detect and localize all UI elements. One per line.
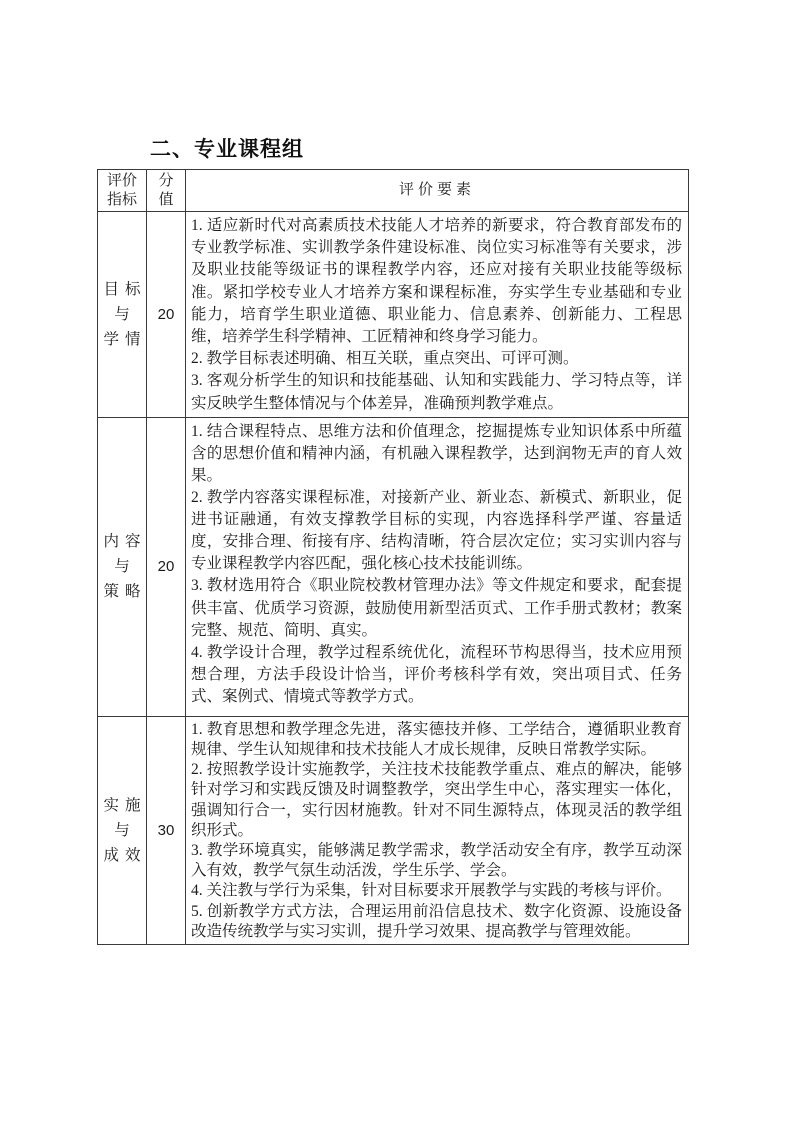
- table-row-content-and-strategy: [98, 417, 689, 716]
- header-score: 分值: [147, 170, 186, 212]
- indicator-content-and-strategy: [98, 417, 147, 716]
- evaluation-table: [97, 169, 689, 945]
- indicator-line: 目标: [103, 280, 147, 298]
- criterion-item: 5. 创新教学方式方法，合理运用前沿信息技术、数字化资源、设施设备改造传统教学与实习实训，提升学习效果、提高教学与管理效能。: [191, 902, 682, 940]
- indicator-line: 与: [114, 305, 136, 323]
- criterion-item: 1. 适应新时代对高素质技术技能人才培养的新要求，符合教育部发布的专业教学标准、实训教学条件建设标准、岗位实习标准等有关要求，涉及职业技能等级证书的课程教学内容，还应对接有关职业技能等级标准。紧扣学校专业人才培养方案和课程标准，夯实学生专业基础和专业能力，培育学生职业道德、职业能力、信息素养、创新能力、工程思维，培养学生科学精神、工匠精神和终身学习能力。: [191, 217, 682, 346]
- indicator-line: 实施: [103, 796, 147, 814]
- criterion-item: 1. 结合课程特点、思维方法和价值理念，挖掘提炼专业知识体系中所蕴含的思想价值和精神内涵，有机融入课程教学，达到润物无声的育人效果。: [191, 422, 682, 485]
- indicator-line: 内容: [103, 533, 147, 551]
- indicator-line: 与: [114, 558, 136, 576]
- criterion-item: 4. 关注教与学行为采集，针对目标要求开展教学与实践的考核与评价。: [191, 882, 672, 900]
- indicator-line: 策略: [103, 583, 147, 601]
- table-row-implementation-and-outcomes: [98, 716, 689, 944]
- indicator-line: 学情: [103, 330, 147, 348]
- indicator-line: 与: [114, 821, 136, 839]
- indicator-goals-and-learners: [98, 212, 147, 418]
- score-implementation-and-outcomes: 30: [147, 716, 186, 944]
- elements-content-and-strategy: [186, 417, 689, 716]
- criterion-item: 3. 教材选用符合《职业院校教材管理办法》等文件规定和要求，配套提供丰富、优质学习资源，鼓励使用新型活页式、工作手册式教材；教案完整、规范、简明、真实。: [191, 577, 682, 639]
- indicator-implementation-and-outcomes: [98, 716, 147, 944]
- table-header-row: [98, 170, 689, 212]
- section-title: 二、专业课程组: [150, 138, 304, 161]
- criterion-item: 3. 客观分析学生的知识和技能基础、认知和实践能力、学习特点等，详实反映学生整体情况与个体差异，准确预判教学难点。: [191, 372, 682, 412]
- criterion-item: 4. 教学设计合理，教学过程系统优化，流程环节构思得当，技术应用预想合理，方法手段设计恰当，评价考核科学有效，突出项目式、任务式、案例式、情境式等教学方式。: [191, 643, 682, 705]
- table-row-goals-and-learners: [98, 212, 689, 418]
- indicator-line: 成效: [103, 846, 147, 864]
- header-elements: 评价要素: [186, 170, 689, 212]
- score-content-and-strategy: 20: [147, 417, 186, 716]
- elements-goals-and-learners: [186, 212, 689, 418]
- criterion-item: 1. 教育思想和教学理念先进，落实德技并修、工学结合，遵循职业教育规律、学生认知规律和技术技能人才成长规律，反映日常教学实际。: [191, 720, 682, 759]
- criterion-item: 2. 教学目标表述明确、相互关联，重点突出、可评可测。: [191, 350, 579, 368]
- criterion-item: 2. 按照教学设计实施教学，关注技术技能教学重点、难点的解决，能够针对学习和实践反馈及时调整教学，突出学生中心，落实理实一体化，强调知行合一，实行因材施教。针对不同生源特点，体现灵活的教学组织形式。: [191, 761, 682, 839]
- criterion-item: 3. 教学环境真实，能够满足教学需求，教学活动安全有序，教学互动深入有效，教学气氛生动活泼，学生乐学、学会。: [191, 842, 682, 880]
- header-indicator: 评价指标: [98, 170, 147, 212]
- score-goals-and-learners: 20: [147, 212, 186, 418]
- criterion-item: 2. 教学内容落实课程标准，对接新产业、新业态、新模式、新职业，促进书证融通，有效支撑教学目标的实现，内容选择科学严谨、容量适度，安排合理、衔接有序、结构清晰，符合层次定位；实习实训内容与专业课程教学内容匹配，强化核心技术技能训练。: [191, 489, 682, 573]
- elements-implementation-and-outcomes: [186, 716, 689, 944]
